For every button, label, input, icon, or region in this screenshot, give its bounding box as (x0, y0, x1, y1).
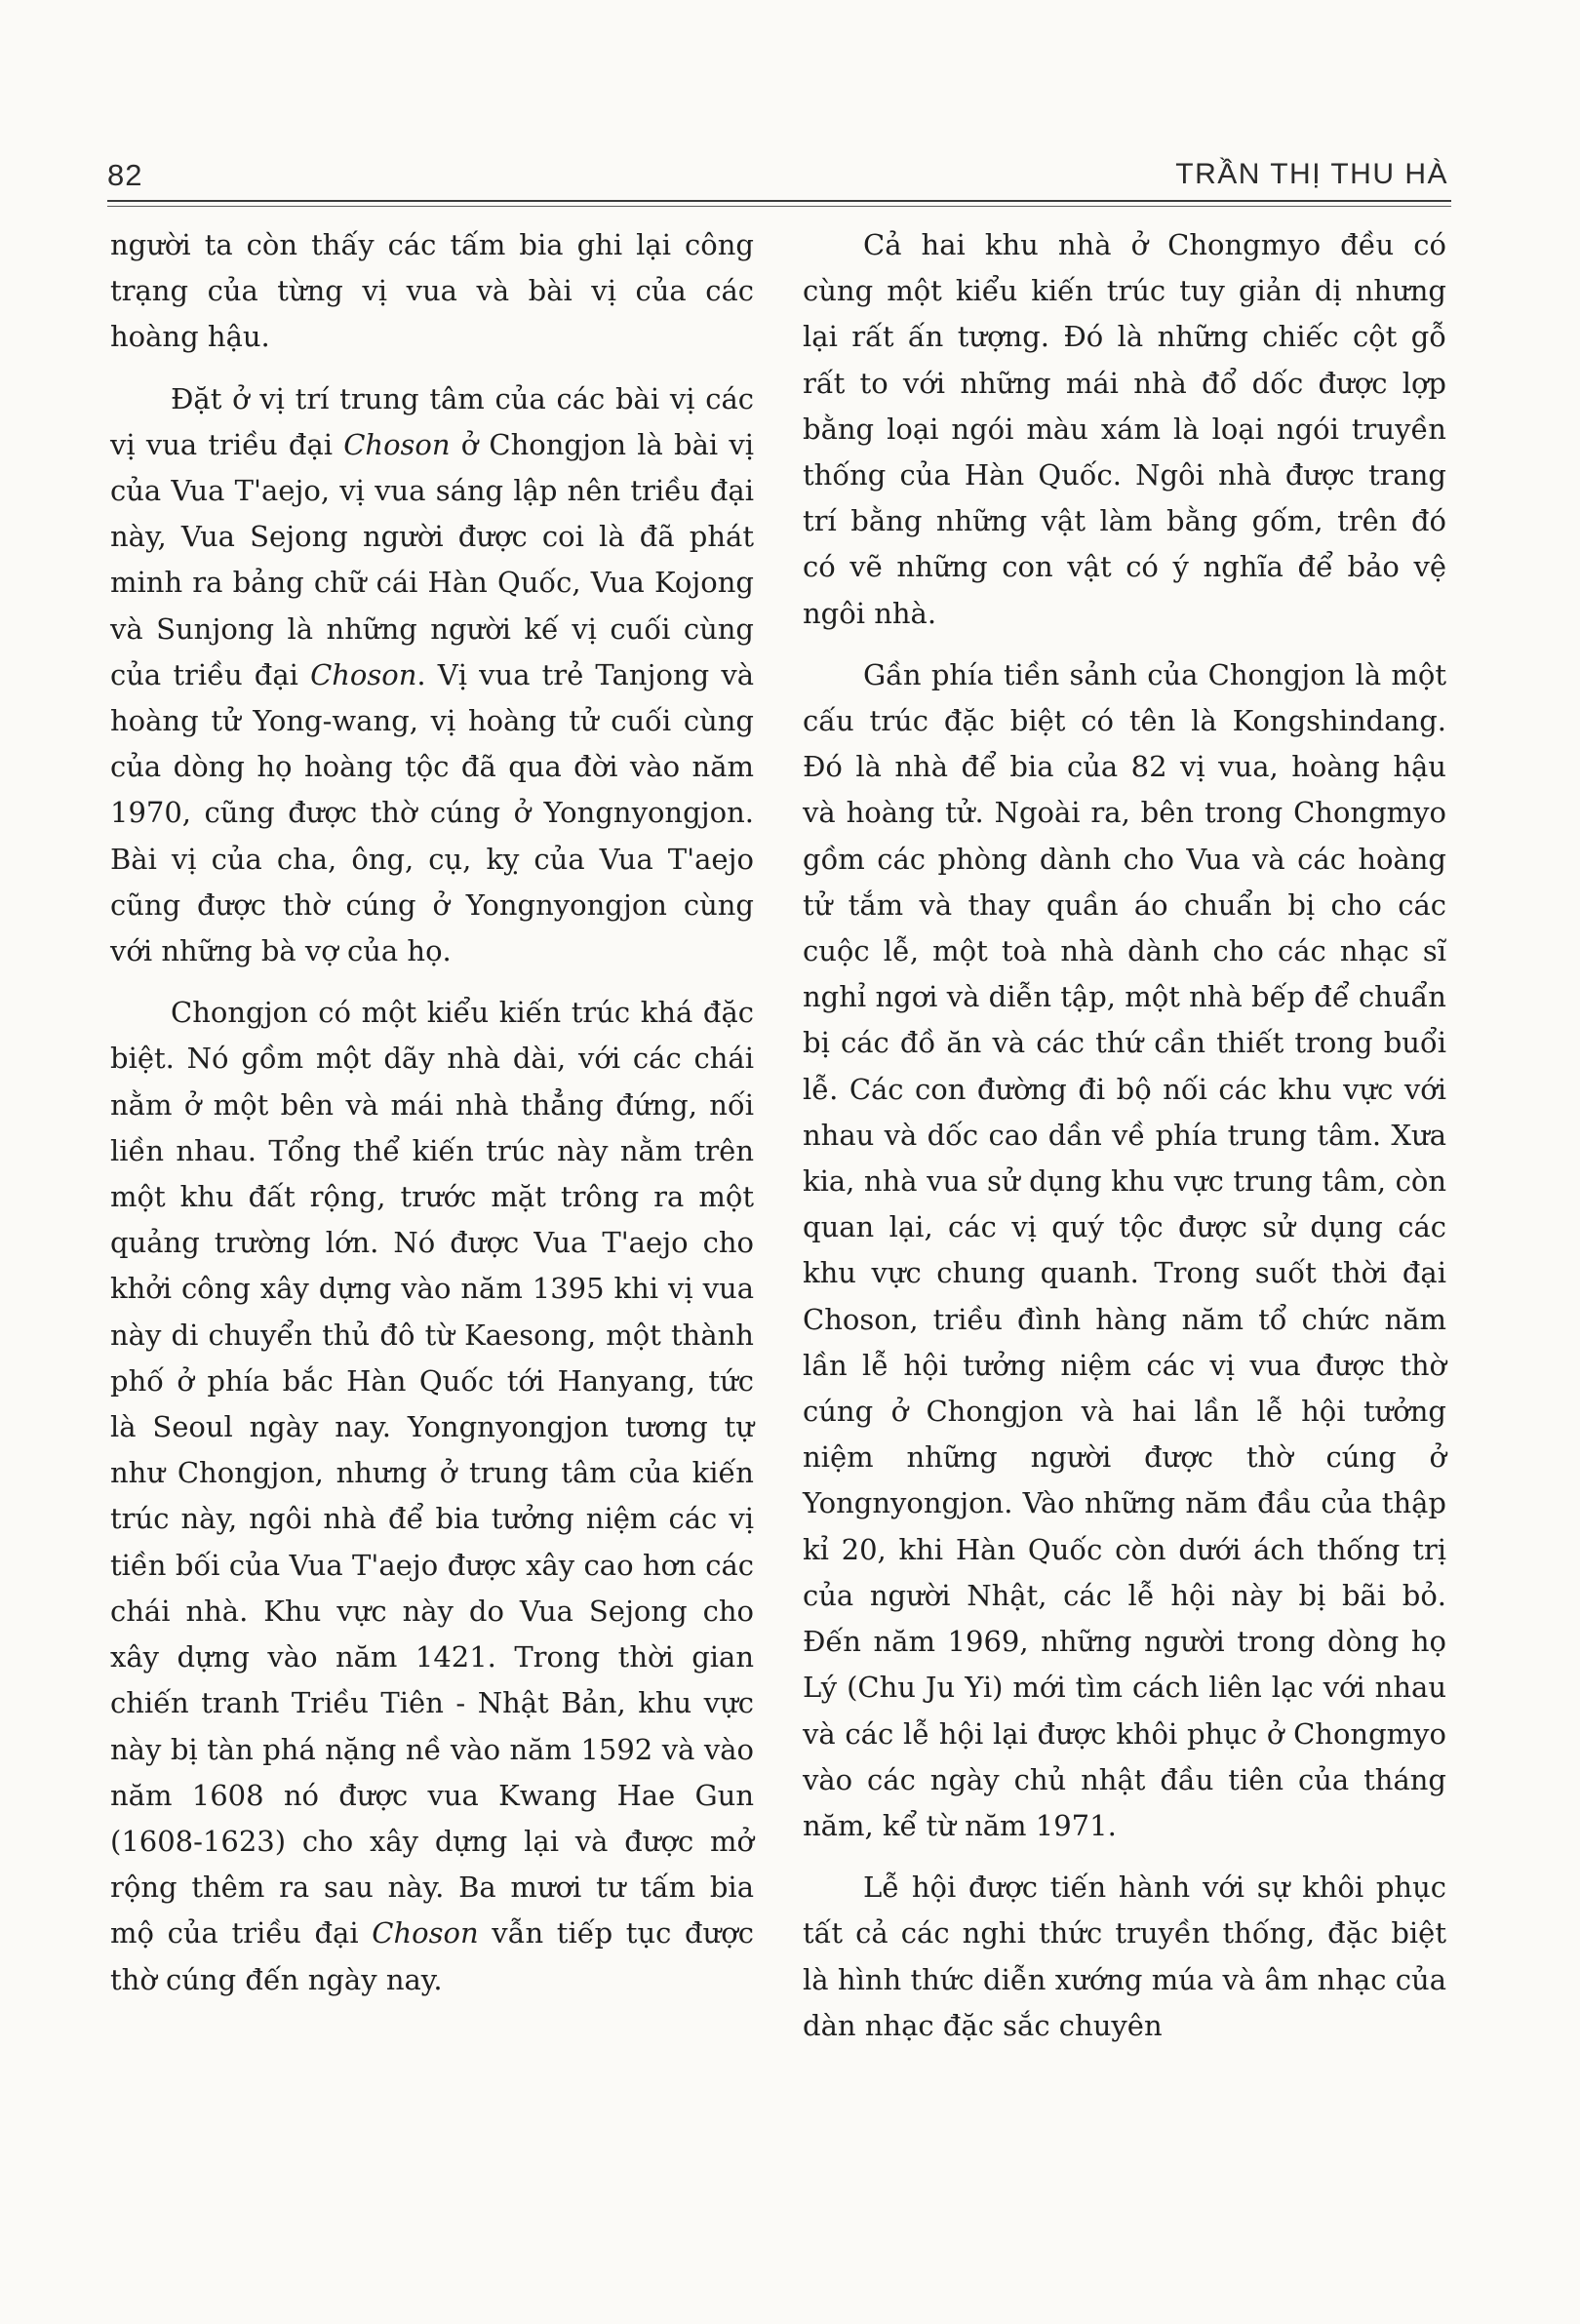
paragraph: Cả hai khu nhà ở Chongmyo đều có cùng một kiểu kiến trúc tuy giản dị nhưng lại rất ấn tượng. Đó là những chiếc cột gỗ rất to với những mái nhà đổ dốc được lợp bằng loại ngói màu xám là loại ngói truyền thống của Hàn Quốc. Ngôi nhà được trang trí bằng những vật làm bằng gốm, trên đó có vẽ những con vật có ý nghĩa để bảo vệ ngôi nhà. (803, 228, 1446, 630)
header-rule-thick (107, 200, 1451, 202)
page-number: 82 (107, 158, 143, 192)
paragraph: Lễ hội được tiến hành với sự khôi phục tất cả các nghi thức truyền thống, đặc biệt là hình thức diễn xướng múa và âm nhạc của dàn nhạc đặc sắc chuyên (803, 1871, 1446, 2042)
running-head: TRẦN THỊ THU HÀ (1175, 158, 1448, 190)
italic-term: Choson (372, 1916, 479, 1950)
right-column (803, 222, 1446, 2065)
text-run: vẫn tiếp tục được thờ cúng đến ngày nay. (110, 1916, 754, 1996)
text-run: . Vị vua trẻ Tanjong và hoàng tử Yong-wang, vị hoàng tử cuối cùng của dòng họ hoàng tộc đã qua đời vào năm 1970, cũng được thờ cúng ở Yongnyongjon. Bài vị của cha, ông, cụ, kỵ của Vua T'aejo cũng được thờ cúng ở Yongnyongjon cùng với những bà vợ của họ. (110, 657, 754, 968)
italic-term: Choson (310, 657, 417, 691)
paragraph: Gần phía tiền sảnh của Chongjon là một cấu trúc đặc biệt có tên là Kongshindang. Đó là nhà để bia của 82 vị vua, hoàng hậu và hoàng tử. Ngoài ra, bên trong Chongmyo gồm các phòng dành cho Vua và các hoàng tử tắm và thay quần áo chuẩn bị cho các cuộc lễ, một toà nhà dành cho các nhạc sĩ nghỉ ngơi và diễn tập, một nhà bếp để chuẩn bị các đồ ăn và các thứ cần thiết trong buổi lễ. Các con đường đi bộ nối các khu vực với nhau và dốc cao dần về phía trung tâm. Xưa kia, nhà vua sử dụng khu vực trung tâm, còn quan lại, các vị quý tộc được sử dụng các khu vực chung quanh. Trong suốt thời đại Choson, triều đình hàng năm tổ chức năm lần lễ hội tưởng niệm các vị vua được thờ cúng ở Chongjon và hai lần lễ hội tưởng niệm những người được thờ cúng ở Yongnyongjon. Vào những năm đầu của thập kỉ 20, khi Hàn Quốc còn dưới ách thống trị của người Nhật, các lễ hội này bị bãi bỏ. Đến năm 1969, những người trong dòng họ Lý (Chu Ju Yi) mới tìm cách liên lạc với nhau và các lễ hội lại được khôi phục ở Chongmyo vào các ngày chủ nhật đầu tiên của tháng năm, kể từ năm 1971. (803, 657, 1446, 1842)
paragraph (110, 376, 754, 975)
text-run: ở Chongjon là bài vị của Vua T'aejo, vị vua sáng lập nên triều đại này, Vua Sejong người được coi là đã phát minh ra bảng chữ cái Hàn Quốc, Vua Kojong và Sunjong là những người kế vị cuối cùng của triều đại (110, 427, 754, 691)
paragraph (110, 990, 754, 2002)
left-column (110, 222, 754, 2019)
text-run: Đặt ở vị trí trung tâm của các bài vị các vị vua triều đại (110, 381, 754, 461)
header-rule-thin (107, 206, 1451, 207)
italic-term: Choson (343, 427, 451, 461)
paragraph: người ta còn thấy các tấm bia ghi lại công trạng của từng vị vua và bài vị của các hoàng hậu. (110, 228, 754, 354)
text-run: Chongjon có một kiểu kiến trúc khá đặc biệt. Nó gồm một dãy nhà dài, với các chái nằm ở một bên và mái nhà thẳng đứng, nối liền nhau. Tổng thể kiến trúc này nằm trên một khu đất rộng, trước mặt trông ra một quảng trường lớn. Nó được Vua T'aejo cho khởi công xây dựng vào năm 1395 khi vị vua này di chuyển thủ đô từ Kaesong, một thành phố ở phía bắc Hàn Quốc tới Hanyang, tức là Seoul ngày nay. Yongnyongjon tương tự như Chongjon, nhưng ở trung tâm của kiến trúc này, ngôi nhà để bia tưởng niệm các vị tiền bối của Vua T'aejo được xây cao hơn các chái nhà. Khu vực này do Vua Sejong cho xây dựng vào năm 1421. Trong thời gian chiến tranh Triều Tiên - Nhật Bản, khu vực này bị tàn phá nặng nề vào năm 1592 và vào năm 1608 nó được vua Kwang Hae Gun (1608-1623) cho xây dựng lại và được mở rộng thêm ra sau này. Ba mươi tư tấm bia mộ của triều đại (110, 996, 754, 1950)
